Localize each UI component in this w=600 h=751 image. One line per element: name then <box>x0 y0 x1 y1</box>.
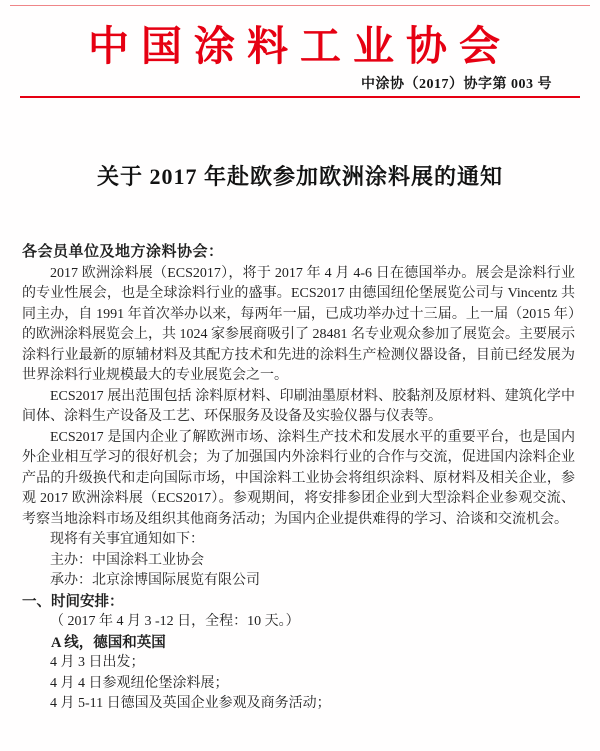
paragraph: 4 月 4 日参观纽伦堡涂料展； <box>50 675 229 691</box>
header-divider-line <box>20 96 580 98</box>
paragraph: 4 月 3 日出发； <box>50 655 145 670</box>
paragraph: ECS2017 是国内企业了解欧洲市场、涂料生产技术和发展水平的重要平台，也是国内外企业相互学习的很好机会；为了加强国内外涂料行业的合作与交流，促进国内涂料企业产品的升级换代和走向国际市场，中国涂料工业协会将组织涂料、原材料及相关企业，参观 2017 欧洲涂料展（ECS2017）。参观期间，将安排参团企业到大型涂料企业参观交流、考察当地涂料市场及组织其他商务活动；为国内企业提供难得的学习、洽谈和交流机会。 <box>22 429 575 527</box>
notice-title: 关于 2017 年赴欧参加欧洲涂料展的通知 <box>96 164 503 189</box>
paragraph: 主办：中国涂料工业协会 <box>50 552 204 568</box>
salutation: 各会员单位及地方涂料协会： <box>22 244 224 260</box>
paragraph: 4 月 5-11 日德国及英国企业参观及商务活动； <box>50 696 331 711</box>
paragraph: ECS2017 展出范围包括 涂料原材料、印刷油墨原材料、胶黏剂及原材料、建筑化学中间体、涂料生产设备及工艺、环保服务及设备及实验仪器与仪表等。 <box>22 388 575 424</box>
notice-body <box>22 242 575 715</box>
paragraph-list <box>22 264 575 715</box>
top-border-line <box>10 5 590 6</box>
doc-number: 中涂协（2017）协字第 003 号 <box>361 77 552 92</box>
paragraph: 2017 欧洲涂料展（ECS2017），将于 2017 年 4 月 4-6 日在德国举办。展会是涂料行业的专业性展会，也是全球涂料行业的盛事。ECS2017 由德国纽伦堡展览公司与 Vincentz 共同主办，自 1991 年首次举办以来，每两年一届，已成功举办过十三届。上一届（2015 年）的欧洲涂料展览会上，共 1024 家参展商吸引了 28481 名专业观众参加了展览会。主要展示涂料行业最新的原辅材料及其配方技术和先进的涂料生产检测仪器设备，目前已经发展为世界涂料行业规模最大的专业展览会之一。 <box>22 265 575 383</box>
org-title: 中国涂料工业协会 <box>88 23 512 69</box>
paragraph: 一、时间安排： <box>22 593 124 610</box>
paragraph: 承办：北京涂博国际展览有限公司 <box>50 573 260 588</box>
paragraph: A 线，德国和英国 <box>51 634 166 651</box>
paragraph: 现将有关事宜通知如下： <box>50 532 204 547</box>
paragraph: （ 2017 年 4 月 3 -12 日，全程：10 天。） <box>50 614 300 629</box>
